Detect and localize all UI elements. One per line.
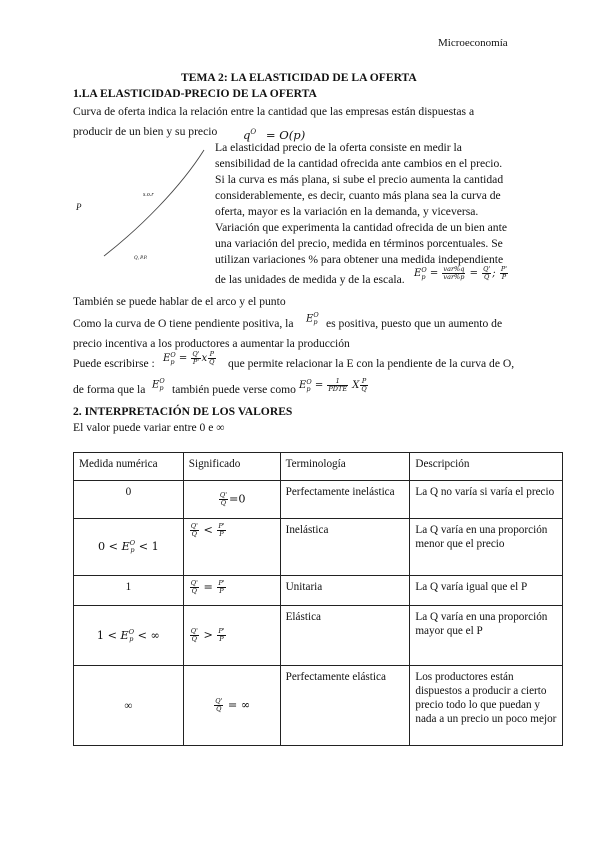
write-formula: E O p = $\frac{Q'}{P'}$ x $\frac{P}{Q}$ — [163, 350, 215, 366]
cell-meaning: $\frac{Q'}{Q}$ = $\frac{P'}{P}$ — [183, 576, 280, 606]
form-line-b: también puede verse como — [172, 383, 296, 396]
table-row — [74, 481, 563, 519]
cell-measure: ∞ — [74, 666, 184, 746]
intro-line-2: producir de un bien y su precio — [73, 125, 218, 138]
section2-heading: 2. INTERPRETACIÓN DE LOS VALORES — [73, 405, 293, 418]
elasticity-formula: E O p = $\frac{\text{var\%q}}{\text{var\%p}}$ = $\frac{Q'}{Q}$ ; $\frac{P'}{P}$ — [414, 265, 508, 281]
cell-meaning: $\frac{Q'}{Q}$ =0 — [183, 481, 280, 519]
cell-measure: 1 — [74, 576, 184, 606]
header-subject: Microeconomía — [438, 37, 508, 49]
table-row — [74, 519, 563, 576]
page-title: TEMA 2: LA ELASTICIDAD DE LA OFERTA — [181, 71, 417, 84]
cell-term: Perfectamente inelástica — [280, 481, 410, 519]
header-meaning: Significado — [183, 453, 280, 481]
supply-curve-figure — [70, 148, 210, 268]
para-line-2: sensibilidad de la cantidad ofrecida ante cambios en el precio. — [215, 157, 503, 170]
para-last-line: de las unidades de medida y de la escala. — [215, 273, 405, 286]
para-line-6: Variación que experimenta la cantidad ofrecida de un bien ante — [215, 221, 507, 234]
pdte-formula: E O p = $\frac{1}{\text{PDTE}}$ X $\frac{P}{Q}$ — [299, 377, 367, 393]
cell-desc: La Q varía igual que el P — [410, 576, 563, 606]
para-line-3: Si la curva es más plana, si sube el precio aumenta la cantidad — [215, 173, 504, 186]
header-desc: Descripción — [410, 453, 563, 481]
para-line-1: La elasticidad precio de la oferta consiste en medir la — [215, 141, 462, 154]
write-line-a: Puede escribirse : — [73, 357, 155, 370]
figure-curve-label: s.o.r — [143, 192, 154, 198]
incentive-line: precio incentiva a los productores a aumentar la producción — [73, 337, 350, 350]
intro-line-1: Curva de oferta indica la relación entre la cantidad que las empresas están dispuestas a — [73, 105, 475, 118]
table-row — [74, 576, 563, 606]
para-line-8: utilizan variaciones % para obtener una medida independiente — [215, 253, 504, 266]
section1-heading: 1.LA ELASTICIDAD-PRECIO DE LA OFERTA — [73, 87, 317, 100]
cell-desc: La Q no varía si varía el precio — [410, 481, 563, 519]
form-line-a: de forma que la — [73, 383, 146, 396]
figure-axis-y-label: P — [76, 202, 82, 212]
header-term: Terminología — [280, 453, 410, 481]
cell-meaning: $\frac{Q'}{Q}$ < $\frac{P'}{P}$ — [183, 519, 280, 576]
slope-line-a: Como la curva de O tiene pendiente positiva, la — [73, 317, 294, 330]
cell-term: Inelástica — [280, 519, 410, 576]
para-line-5: oferta, mayor es la variación en la demanda, y viceversa. — [215, 205, 479, 218]
table-header-row — [74, 453, 563, 481]
figure-axis-x-label: Q, P.P. — [134, 256, 148, 261]
supply-curve — [104, 150, 204, 256]
form-e-symbol: E O p — [152, 377, 165, 392]
para-line-4: considerablemente, es decir, cuanto más plana sea la curva de — [215, 189, 501, 202]
cell-term: Elástica — [280, 606, 410, 666]
cell-desc: La Q varía en una proporción mayor que el P — [410, 606, 563, 666]
slope-line-b: es positiva, puesto que un aumento de — [326, 317, 503, 330]
cell-measure: 1 < E O p < ∞ — [74, 606, 184, 666]
cell-term: Unitaria — [280, 576, 410, 606]
range-text: El valor puede variar entre 0 e ∞ — [73, 421, 225, 434]
elasticity-table — [73, 452, 563, 746]
header-measure: Medida numérica — [74, 453, 184, 481]
supply-equation: $q^O = O(p)$ — [243, 127, 306, 142]
cell-desc: La Q varía en una proporción menor que el precio — [410, 519, 563, 576]
arc-point-line: También se puede hablar de el arco y el punto — [73, 295, 286, 308]
cell-measure: 0 < E O p < 1 — [74, 519, 184, 576]
cell-meaning: $\frac{Q'}{Q}$ = ∞ — [183, 666, 280, 746]
table-row — [74, 606, 563, 666]
table-row — [74, 666, 563, 746]
cell-term: Perfectamente elástica — [280, 666, 410, 746]
cell-measure: 0 — [74, 481, 184, 519]
para-line-7: una variación del precio, medida en términos porcentuales. Se — [215, 237, 503, 250]
slope-e-symbol: E O p — [306, 311, 319, 326]
cell-meaning: $\frac{Q'}{Q}$ > $\frac{P'}{P}$ — [183, 606, 280, 666]
cell-desc: Los productores están dispuestos a producir a cierto precio todo lo que puedan y nada a un precio un poco mejor — [410, 666, 563, 746]
write-line-b: que permite relacionar la E con la pendiente de la curva de O, — [228, 357, 515, 370]
